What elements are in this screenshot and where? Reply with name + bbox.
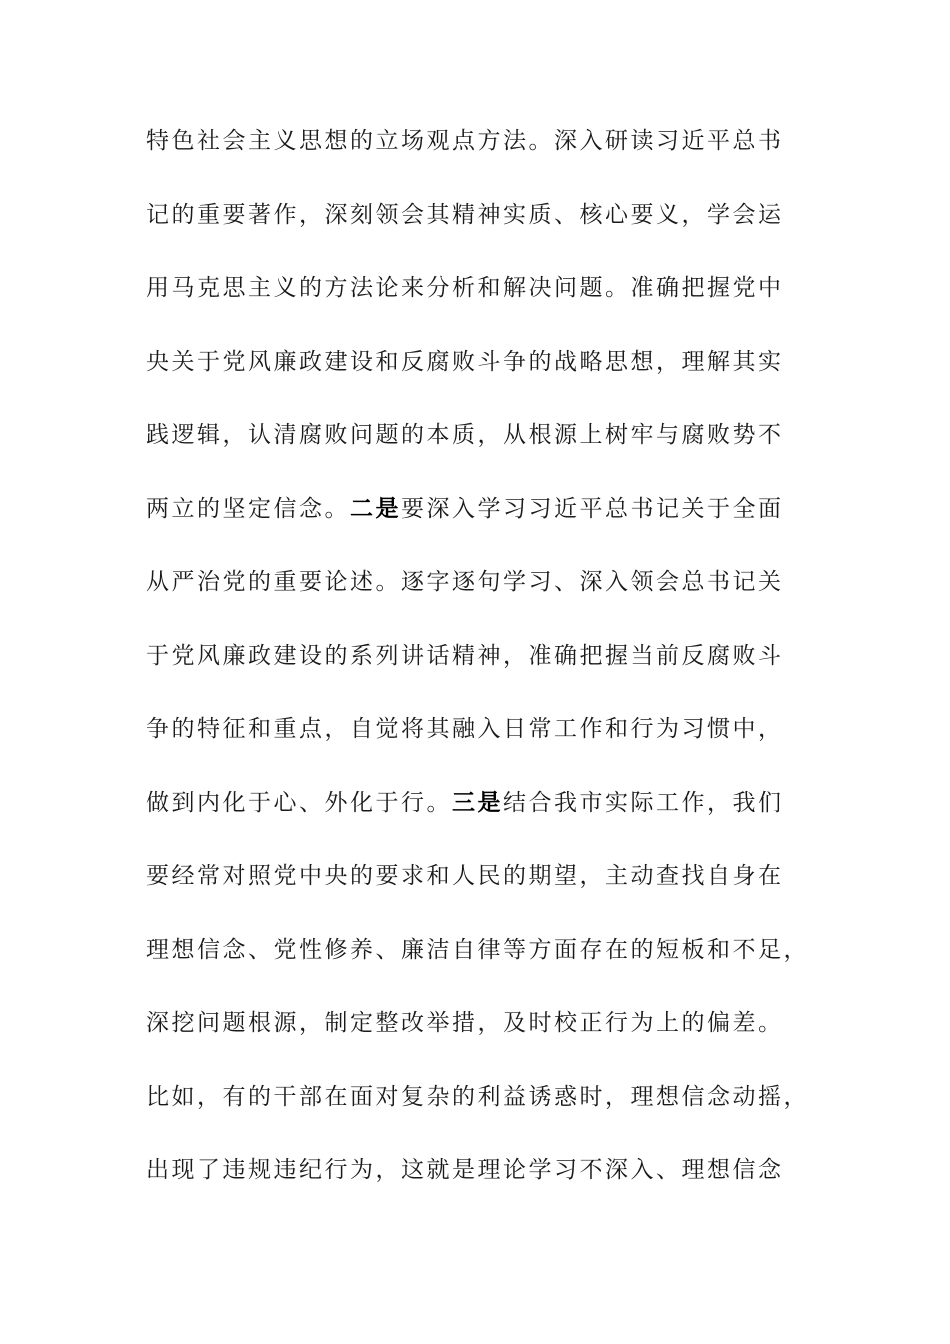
text-line-6 xyxy=(146,486,806,560)
text-line-14 xyxy=(146,1074,809,1148)
text-line-10 xyxy=(146,780,806,854)
line-text: 两立的坚定信念。 xyxy=(146,495,350,522)
line-text: 理想信念、党性修养、廉洁自律等方面存在的短板和不足， xyxy=(146,936,809,963)
line-text: 特色社会主义思想的立场观点方法。深入研读习近平总书 xyxy=(146,128,784,154)
line-text: 争的特征和重点，自觉将其融入日常工作和行为习惯中， xyxy=(146,716,784,742)
text-line-13 xyxy=(146,1000,806,1074)
text-line-4 xyxy=(146,339,806,413)
line-text: 于党风廉政建设的系列讲话精神，准确把握当前反腐败斗 xyxy=(146,642,784,669)
line-text: 记的重要著作，深刻领会其精神实质、核心要义，学会运 xyxy=(146,201,784,228)
text-line-7 xyxy=(146,559,806,633)
line-text: 深挖问题根源，制定整改举措，及时校正行为上的偏差。 xyxy=(146,1010,784,1036)
line-text: 从严治党的重要论述。逐字逐句学习、深入领会总书记关 xyxy=(146,569,784,595)
line-text: 要经常对照党中央的要求和人民的期望，主动查找自身在 xyxy=(146,863,784,889)
text-line-11 xyxy=(146,853,806,927)
line-text: 践逻辑，认清腐败问题的本质，从根源上树牢与腐败势不 xyxy=(146,422,784,448)
text-line-3 xyxy=(146,265,806,339)
body-paragraph xyxy=(146,118,809,1221)
line-text: 比如，有的干部在面对复杂的利益诱惑时，理想信念动摇， xyxy=(146,1083,809,1110)
line-text: 要深入学习习近平总书记关于全面 xyxy=(401,495,784,522)
text-line-5 xyxy=(146,412,806,486)
bold-marker-second: 二是 xyxy=(350,494,401,522)
line-text: 出现了违规违纪行为，这就是理论学习不深入、理想信念 xyxy=(146,1157,784,1183)
text-line-9 xyxy=(146,706,806,780)
text-line-15 xyxy=(146,1147,806,1221)
bold-marker-third: 三是 xyxy=(452,788,503,816)
text-line-1 xyxy=(146,118,806,192)
line-text: 用马克思主义的方法论来分析和解决问题。准确把握党中 xyxy=(146,275,784,301)
line-text: 做到内化于心、外化于行。 xyxy=(146,789,452,816)
line-text: 央关于党风廉政建设和反腐败斗争的战略思想，理解其实 xyxy=(146,348,784,375)
text-line-2 xyxy=(146,192,806,266)
text-line-8 xyxy=(146,633,806,707)
line-text: 结合我市实际工作，我们 xyxy=(503,789,784,816)
text-line-12 xyxy=(146,927,809,1001)
